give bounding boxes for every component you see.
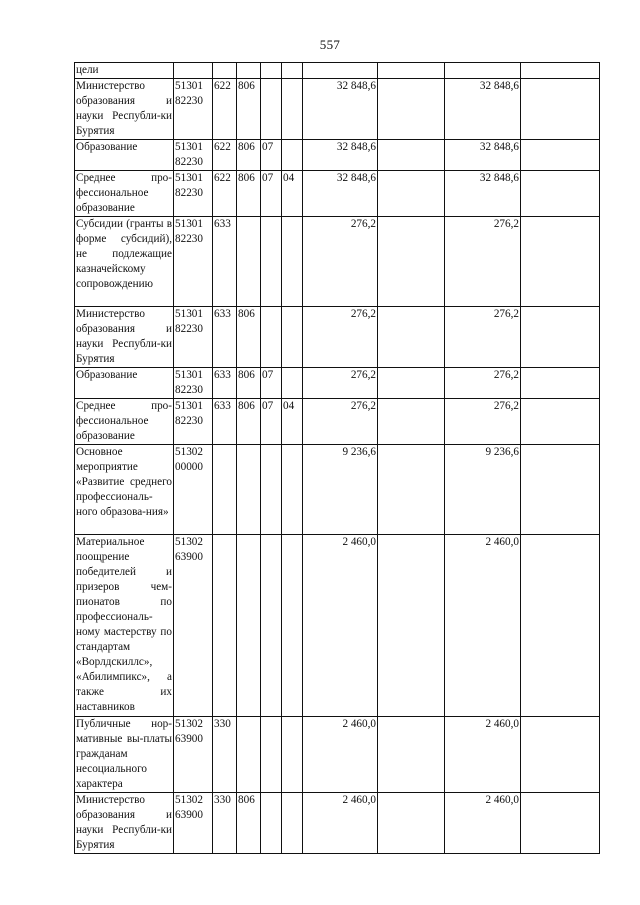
administrator-code [237,445,261,535]
budget-item-name: Среднее про-фессиональное образование [75,399,174,445]
amount-cell: 2 460,0 [445,535,521,717]
amount-cell [378,717,445,793]
section-code: 07 [261,399,282,445]
expense-type-code: 330 [213,717,237,793]
amount-cell: 9 236,6 [445,445,521,535]
subsection-code: 04 [282,171,303,217]
budget-item-name: Министерство образования и науки Республи-ки Бурятия [75,307,174,368]
section-code: 07 [261,171,282,217]
amount-cell: 276,2 [445,217,521,307]
subsection-code [282,140,303,171]
amount-cell: 276,2 [445,399,521,445]
amount-cell: 32 848,6 [303,79,378,140]
amount-cell [521,368,600,399]
budget-item-name: Министерство образования и науки Республи-ки Бурятия [75,79,174,140]
expense-type-code: 622 [213,171,237,217]
amount-cell: 276,2 [445,368,521,399]
amount-cell [521,445,600,535]
amount-cell [378,79,445,140]
subsection-code [282,79,303,140]
budget-item-name: Публичные нор-мативные вы-платы гражданам несоциального характера [75,717,174,793]
amount-cell: 2 460,0 [445,717,521,793]
expense-type-code: 633 [213,399,237,445]
table-row [75,717,600,793]
amount-cell [445,63,521,79]
expense-type-code: 330 [213,793,237,854]
expense-type-code: 622 [213,140,237,171]
page-number: 557 [319,37,341,52]
budget-item-name: цели [75,63,174,79]
amount-cell [303,63,378,79]
table-row [75,63,600,79]
amount-cell [521,307,600,368]
subsection-code [282,217,303,307]
amount-cell [378,793,445,854]
amount-cell [378,63,445,79]
amount-cell: 2 460,0 [303,793,378,854]
amount-cell [378,399,445,445]
amount-cell [378,445,445,535]
table-row [75,535,600,717]
amount-cell: 276,2 [303,217,378,307]
administrator-code [237,217,261,307]
amount-cell: 32 848,6 [445,140,521,171]
target-article-code: 51301 82230 [174,368,213,399]
amount-cell: 32 848,6 [303,140,378,171]
amount-cell [521,793,600,854]
target-article-code: 51301 82230 [174,171,213,217]
budget-item-name: Министерство образования и науки Республи-ки Бурятия [75,793,174,854]
expense-type-code: 633 [213,368,237,399]
administrator-code: 806 [237,307,261,368]
section-code [261,307,282,368]
amount-cell [378,217,445,307]
administrator-code: 806 [237,140,261,171]
amount-cell [378,140,445,171]
amount-cell: 276,2 [445,307,521,368]
section-code [261,535,282,717]
expense-type-code [213,535,237,717]
amount-cell [521,217,600,307]
table-row [75,445,600,535]
amount-cell [521,171,600,217]
table-row [75,140,600,171]
amount-cell: 276,2 [303,399,378,445]
section-code [261,445,282,535]
subsection-code [282,535,303,717]
table-row [75,307,600,368]
administrator-code: 806 [237,171,261,217]
target-article-code: 51301 82230 [174,217,213,307]
expense-type-code: 622 [213,79,237,140]
table-body [75,63,600,854]
section-code [261,717,282,793]
section-code [261,63,282,79]
administrator-code: 806 [237,399,261,445]
section-code: 07 [261,368,282,399]
budget-item-name: Образование [75,368,174,399]
amount-cell [521,140,600,171]
amount-cell [378,368,445,399]
amount-cell: 9 236,6 [303,445,378,535]
budget-item-name: Субсидии (гранты в форме субсидий), не подлежащие казначейскому сопровождению [75,217,174,307]
amount-cell: 2 460,0 [303,535,378,717]
target-article-code: 51302 00000 [174,445,213,535]
amount-cell [378,535,445,717]
section-code: 07 [261,140,282,171]
administrator-code [237,63,261,79]
target-article-code: 51301 82230 [174,79,213,140]
budget-item-name: Материальное поощрение победителей и призеров чем-пионатов по профессиональ-ному мастерству по стандартам «Ворлдскиллс», «Абилимпикс», а также их наставников [75,535,174,717]
table-row [75,217,600,307]
amount-cell [521,717,600,793]
amount-cell [521,79,600,140]
subsection-code: 04 [282,399,303,445]
administrator-code [237,717,261,793]
section-code [261,793,282,854]
table-row [75,368,600,399]
expense-type-code: 633 [213,307,237,368]
target-article-code: 51302 63900 [174,717,213,793]
amount-cell: 32 848,6 [445,79,521,140]
amount-cell [378,171,445,217]
target-article-code: 51302 63900 [174,535,213,717]
section-code [261,79,282,140]
expense-type-code [213,63,237,79]
amount-cell: 276,2 [303,368,378,399]
amount-cell: 32 848,6 [445,171,521,217]
subsection-code [282,307,303,368]
administrator-code: 806 [237,793,261,854]
amount-cell [521,63,600,79]
subsection-code [282,368,303,399]
table-row [75,171,600,217]
budget-item-name: Среднее про-фессиональное образование [75,171,174,217]
expense-type-code [213,445,237,535]
budget-item-name: Основное мероприятие «Развитие среднего профессиональ-ного образова-ния» [75,445,174,535]
target-article-code: 51301 82230 [174,307,213,368]
amount-cell: 32 848,6 [303,171,378,217]
amount-cell: 2 460,0 [303,717,378,793]
target-article-code: 51302 63900 [174,793,213,854]
target-article-code: 51301 82230 [174,140,213,171]
budget-table [74,62,600,854]
subsection-code [282,793,303,854]
amount-cell: 276,2 [303,307,378,368]
section-code [261,217,282,307]
amount-cell [521,399,600,445]
budget-item-name: Образование [75,140,174,171]
table-row [75,79,600,140]
target-article-code: 51301 82230 [174,399,213,445]
amount-cell: 2 460,0 [445,793,521,854]
table-row [75,793,600,854]
administrator-code: 806 [237,368,261,399]
subsection-code [282,717,303,793]
amount-cell [521,535,600,717]
administrator-code: 806 [237,79,261,140]
subsection-code [282,63,303,79]
subsection-code [282,445,303,535]
amount-cell [378,307,445,368]
administrator-code [237,535,261,717]
target-article-code [174,63,213,79]
table-row [75,399,600,445]
expense-type-code: 633 [213,217,237,307]
